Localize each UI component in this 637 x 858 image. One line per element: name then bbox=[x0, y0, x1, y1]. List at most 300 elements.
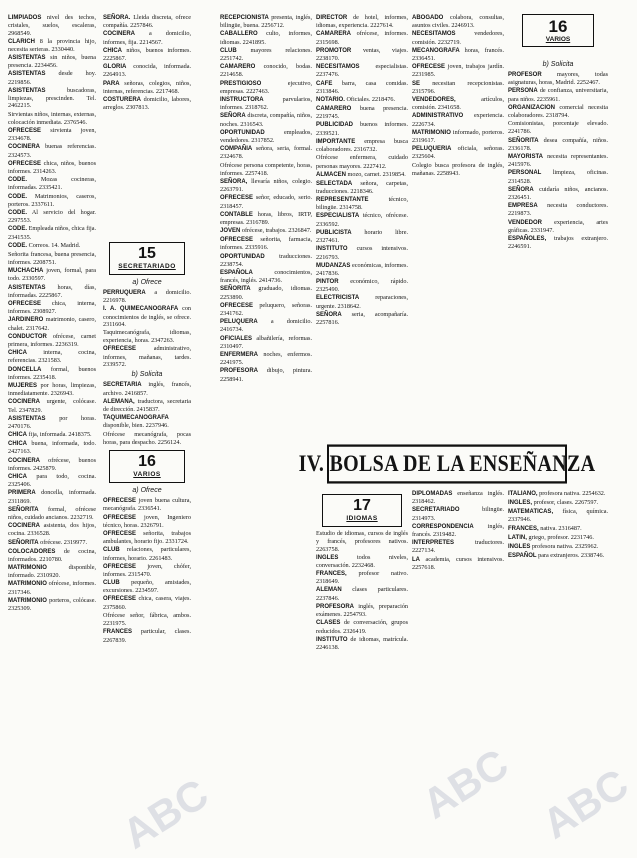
classified-ad bbox=[412, 30, 504, 46]
ad-keyword: SEÑORITA bbox=[508, 137, 539, 144]
classified-ad bbox=[103, 530, 191, 546]
ad-text: presenta, inglés, bilingüe, buena. 2256712. bbox=[220, 14, 312, 30]
ad-text: colabora, consultas, asuntos civiles. 2246913. bbox=[412, 14, 505, 30]
ad-keyword: SEÑORA bbox=[316, 311, 342, 318]
classified-ad bbox=[220, 302, 312, 318]
classified-ad bbox=[316, 154, 408, 170]
ad-keyword: ABOGADO bbox=[412, 15, 444, 21]
classified-ad bbox=[412, 112, 504, 128]
section-header-idiomas bbox=[322, 494, 402, 527]
ad-keyword: VENDEDOR bbox=[508, 219, 543, 226]
classified-ad bbox=[8, 300, 96, 316]
classified-ad bbox=[508, 153, 608, 169]
ad-text: experiencia. 2226734. bbox=[412, 112, 504, 128]
ad-keyword: CHICA bbox=[8, 350, 27, 357]
classified-ad bbox=[220, 63, 312, 79]
classified-ad bbox=[508, 543, 608, 551]
classified-ad bbox=[8, 193, 96, 209]
classified-ad bbox=[220, 253, 312, 269]
ad-text: por horas. 2470176. bbox=[8, 414, 97, 430]
ad-keyword: ASISTENTAS bbox=[8, 71, 46, 78]
classified-ad bbox=[8, 333, 96, 349]
ad-keyword: TAQUIMECANOGRAFA bbox=[103, 415, 169, 422]
ad-text: señorita, trabajos ambulantes, horario fijo. 2331724. bbox=[103, 529, 191, 546]
classified-ad bbox=[8, 440, 96, 456]
section-header-secretariado bbox=[109, 242, 185, 275]
section-label: VARIOS bbox=[133, 471, 161, 479]
classified-ad bbox=[220, 335, 312, 351]
classified-ad bbox=[412, 14, 504, 30]
ad-keyword: OFRECESE bbox=[103, 346, 137, 353]
ad-keyword: PROMOTOR bbox=[316, 47, 352, 54]
ad-keyword: CHICA bbox=[8, 473, 27, 480]
ad-text: noches, enfermos. 2241975. bbox=[220, 350, 312, 367]
ad-keyword: SEÑORA, bbox=[220, 178, 248, 185]
ad-text: necesitan recepcionistas. 2315796. bbox=[412, 79, 504, 95]
ad-keyword: LATIN, bbox=[508, 534, 527, 541]
ad-text: Correos. 14. Madrid. bbox=[28, 241, 81, 249]
ad-text: barra, casa comidas. 2313846. bbox=[316, 79, 408, 95]
ad-text: asistenta, dos hijos, cocina. 2336528. bbox=[8, 522, 97, 538]
ad-text: porteros, colócase. 2325309. bbox=[8, 596, 96, 613]
ad-text: Lleida discreta, ofrece compañía. 2257846. bbox=[103, 14, 192, 30]
ad-column-3 bbox=[220, 14, 312, 384]
classified-ad bbox=[412, 145, 504, 161]
classified-ad bbox=[316, 212, 408, 228]
ad-keyword: OFRECESE bbox=[103, 596, 137, 603]
section-number: 15 bbox=[138, 245, 156, 262]
ad-list bbox=[103, 289, 191, 368]
section-header-varios-right bbox=[522, 14, 594, 47]
classified-ad bbox=[508, 71, 608, 87]
ad-text: ejecutivo, empresas. 2227463. bbox=[220, 79, 312, 95]
ad-text: administrativo, informes, mañanas, tardes. 2339572. bbox=[103, 345, 191, 369]
ad-text: ofrécese, carnet primera, informes. 2236319. bbox=[8, 332, 96, 349]
ad-text: económico, rápido. 2325490. bbox=[316, 278, 409, 294]
classified-ad bbox=[508, 137, 608, 153]
classified-ad bbox=[220, 129, 312, 145]
ad-text: conocimientos, francés, inglés. 2414736. bbox=[220, 268, 312, 285]
classified-ad bbox=[316, 105, 408, 121]
classified-ad bbox=[103, 414, 191, 430]
ad-text: Oficiales. 2218476. bbox=[346, 95, 396, 103]
ad-keyword: PELUQUERA bbox=[220, 319, 258, 326]
classified-ad bbox=[103, 289, 191, 305]
ad-keyword: CHICA bbox=[8, 432, 27, 439]
classified-ad bbox=[103, 30, 191, 46]
ad-text: Comisionistas, porcentaje elevado. 2241786. bbox=[508, 120, 608, 136]
ad-keyword: MATRIMONIO bbox=[412, 129, 451, 136]
ad-text: chica, interna, informes. 2308927. bbox=[8, 299, 96, 316]
classified-ad bbox=[316, 30, 408, 46]
ad-keyword: SECRETARIA bbox=[103, 382, 142, 389]
ad-text: culto, informes, idiomas. 2241895. bbox=[220, 30, 312, 46]
ad-keyword: OFRECESE bbox=[8, 160, 42, 167]
classified-ad bbox=[8, 489, 96, 505]
ad-text: señoras, colegios, niños, internas, referencias. 2217468. bbox=[103, 79, 191, 95]
classified-ad bbox=[220, 80, 312, 96]
ad-keyword: ESPECIALISTA bbox=[316, 213, 360, 220]
classified-ad bbox=[412, 523, 504, 539]
classified-ad bbox=[316, 80, 408, 96]
ad-text: con conocimientos de inglés, se ofrece. 2311604. bbox=[103, 305, 192, 328]
section-number: 16 bbox=[548, 17, 568, 36]
offer-subheading: a) Ofrece bbox=[132, 487, 162, 495]
ad-keyword: CAMARERA bbox=[316, 31, 351, 38]
classified-ad bbox=[220, 211, 312, 227]
ad-keyword: PROFESOR bbox=[508, 72, 542, 78]
ad-keyword: MECANOGRAFA bbox=[412, 47, 460, 54]
classified-ad bbox=[103, 381, 191, 397]
ad-text: Sirvientas niños, internas, externas, colocación inmediata. 2376546. bbox=[8, 110, 96, 126]
classified-ad bbox=[220, 14, 312, 30]
ad-keyword: VENDEDORES, bbox=[412, 96, 456, 103]
ad-column-4 bbox=[316, 14, 408, 442]
classified-ad bbox=[103, 497, 191, 513]
classified-ad bbox=[220, 194, 312, 210]
ad-keyword: PUBLICIDAD bbox=[316, 122, 353, 129]
ad-keyword: DONCELLA bbox=[8, 366, 42, 373]
classified-ad bbox=[220, 112, 312, 128]
classified-ad bbox=[412, 63, 504, 79]
watermark-abc: ABC bbox=[414, 739, 517, 828]
classified-ad bbox=[508, 499, 608, 507]
ad-keyword: FRANCES, bbox=[508, 525, 539, 532]
classified-ad bbox=[220, 269, 312, 285]
classified-ad bbox=[8, 143, 96, 159]
ad-text: Señorita francesa, buena presencia, informes. 2208751. bbox=[8, 250, 96, 267]
ad-text: horario libre. 2327461. bbox=[316, 228, 408, 245]
ad-text: Empleada niños, chica fija. 2341535. bbox=[8, 225, 96, 241]
ad-keyword: MATRIMONIO bbox=[8, 597, 47, 604]
ad-text: particular, clases. 2267839. bbox=[103, 628, 191, 644]
ad-text: de hotel, informes, idiomas, experiencia. 2227614. bbox=[316, 14, 408, 30]
ad-list bbox=[103, 381, 191, 446]
classified-ad bbox=[412, 162, 504, 178]
ad-text: ofrécese, informes. 2317346. bbox=[8, 580, 96, 596]
ad-text: disponible, bien. 2237946. bbox=[103, 422, 169, 430]
ad-text: peluquero, señoras. 2341762. bbox=[220, 301, 312, 318]
ad-list bbox=[103, 497, 191, 644]
ad-text: enseñanza inglés. 2318462. bbox=[412, 490, 504, 506]
ad-keyword: GLORIA bbox=[103, 64, 127, 71]
classified-ad bbox=[103, 47, 191, 63]
ad-keyword: MUDANZAS bbox=[316, 262, 351, 269]
classified-ad bbox=[8, 38, 96, 54]
ad-column-2-top bbox=[103, 14, 191, 246]
classified-ad bbox=[8, 431, 96, 439]
ad-keyword: PERSONAL bbox=[508, 170, 542, 177]
classified-ad bbox=[8, 127, 96, 143]
ad-text: técnico, ofrécese. 2336592. bbox=[316, 212, 408, 228]
ad-text: Al servicio del hogar. 2297553. bbox=[8, 208, 96, 225]
ad-column-5 bbox=[412, 14, 504, 442]
ad-keyword: ELECTRICISTA bbox=[316, 295, 360, 302]
ad-keyword: PINTOR bbox=[316, 279, 339, 286]
ad-text: griego, profesor. 2231746. bbox=[528, 533, 594, 541]
classified-ad bbox=[508, 169, 608, 185]
ad-keyword: ASISTENTAS bbox=[8, 284, 46, 291]
classified-ad bbox=[412, 80, 504, 96]
ad-text: formal, ofrécese niños, cuidado ancianos. 2232719. bbox=[8, 505, 96, 522]
ad-text: artículos, comisión. 2341658. bbox=[412, 95, 504, 112]
section-banner-bolsa-ensenanza: IV. BOLSA DE LA ENSEÑANZA bbox=[327, 444, 567, 483]
ad-text: cuidaría niños, ancianos. 2326451. bbox=[508, 185, 609, 202]
ad-text: llevaría niños, colegio. 2263791. bbox=[220, 177, 312, 194]
ad-text: a domicilio. 2216978. bbox=[103, 289, 191, 305]
ad-list bbox=[316, 530, 408, 651]
section-number: 17 bbox=[353, 497, 371, 514]
classified-ad bbox=[220, 367, 312, 383]
ad-keyword: MATRIMONIO bbox=[8, 581, 47, 588]
ad-text: ofrécese, trabajos. 2326847. bbox=[241, 227, 312, 235]
ad-text: parvularios, informes. 2318762. bbox=[220, 95, 312, 112]
classified-ad bbox=[8, 251, 96, 267]
ad-text: mayores relaciones. 2251742. bbox=[220, 46, 313, 63]
ad-keyword: CAFE bbox=[316, 80, 333, 87]
ad-keyword: INTERPRETES bbox=[412, 540, 455, 547]
ad-text: especialistas. 2237476. bbox=[316, 63, 408, 79]
ad-keyword: ASISTENTAS bbox=[8, 415, 46, 422]
ad-keyword: OFRECESE bbox=[103, 514, 137, 521]
ad-keyword: PARA bbox=[103, 80, 120, 87]
ad-keyword: PELUQUERIA bbox=[412, 146, 452, 153]
classified-ad bbox=[220, 96, 312, 112]
ad-keyword: SEÑORA. bbox=[103, 15, 131, 21]
ad-keyword: OFRECESE bbox=[103, 530, 137, 537]
classified-ad bbox=[8, 564, 96, 580]
ad-text: Taquimecanógrafa, idiomas, experiencia, horas. 2347263. bbox=[103, 329, 191, 345]
classified-ad bbox=[508, 525, 608, 533]
ad-keyword: EMPRESA bbox=[508, 203, 538, 210]
ad-text: técnico, bilingüe. 2314758. bbox=[316, 196, 408, 212]
classified-ad bbox=[103, 612, 191, 628]
ad-text: Colegio busca profesora de inglés, mañanas. 2258943. bbox=[412, 161, 504, 177]
ad-text: joven, Ingeniero técnico, horas. 2326791. bbox=[103, 513, 191, 529]
classified-ad bbox=[220, 30, 312, 46]
ad-keyword: CODE. bbox=[8, 209, 28, 216]
ad-text: informado, porteros. 2319617. bbox=[412, 128, 504, 145]
classified-ad bbox=[220, 236, 312, 252]
ad-text: relaciones, particulares, informes, horario. 2261483. bbox=[103, 546, 191, 562]
ad-text: a domicilio. 2416734. bbox=[220, 318, 312, 334]
ad-keyword: DIPLOMADAS bbox=[412, 491, 453, 497]
ad-keyword: ALEMAN bbox=[316, 587, 342, 594]
classified-ad bbox=[508, 202, 608, 218]
classified-ad bbox=[412, 490, 504, 506]
ad-keyword: INSTRUCTORA bbox=[220, 96, 264, 103]
ad-text: profesor nativo. 2318649. bbox=[316, 570, 408, 586]
ad-keyword: FRANCES bbox=[103, 629, 133, 636]
classified-ad bbox=[508, 186, 608, 202]
ad-text: joven, chófer, informes. 2315470. bbox=[103, 562, 191, 578]
ad-text: oficiala, señoras. 2325604. bbox=[412, 145, 505, 161]
ad-text: 8 la provincia hijo, necesita serieras. 2330440. bbox=[8, 37, 97, 53]
ad-text: conocida, informada. 2264913. bbox=[103, 63, 192, 79]
ad-keyword: I. A. QUIMECANOGRAFA bbox=[103, 306, 179, 313]
ad-keyword: CONTABLE bbox=[220, 211, 253, 218]
ad-keyword: COCINERA bbox=[8, 144, 41, 151]
ad-keyword: NECESITAMOS bbox=[412, 31, 456, 38]
ad-keyword: PUBLICISTA bbox=[316, 229, 352, 236]
section-header-varios bbox=[109, 450, 185, 483]
ad-keyword: CLASES bbox=[316, 620, 341, 627]
ad-text: por horas, limpiezas, inmediatamente. 2326943. bbox=[8, 381, 96, 398]
ad-text: buscadoras, limpiezas, prescinden. Tel. 2462215. bbox=[8, 86, 96, 110]
ad-text: experiencia, artes gráficas. 2331947. bbox=[508, 218, 608, 234]
classified-ad bbox=[103, 63, 191, 79]
ad-text: inglés, francés. 2319482. bbox=[412, 522, 504, 539]
ad-text: trabajos extranjero. 2246591. bbox=[508, 234, 609, 251]
ad-keyword: OFRECESE bbox=[103, 563, 137, 570]
ad-keyword: CLUB bbox=[103, 547, 120, 554]
classified-ad bbox=[103, 305, 191, 328]
ad-text: chica, niños, buenos informes. 2314263. bbox=[8, 159, 96, 176]
ad-text: inglés, francés, archivo. 2416857. bbox=[103, 381, 191, 397]
ad-text: sin niños, buena presencia. 2234456. bbox=[8, 54, 97, 70]
ad-keyword: PROFESORA bbox=[220, 368, 259, 375]
ad-keyword: OFRECESE bbox=[412, 64, 446, 71]
classified-ad bbox=[8, 382, 96, 398]
classified-ad bbox=[316, 96, 408, 104]
classified-ad bbox=[8, 284, 96, 300]
request-subheading: b) Solicita bbox=[131, 371, 163, 379]
ad-keyword: CLUB bbox=[220, 47, 237, 54]
ad-keyword: IMPORTANTE bbox=[316, 138, 356, 145]
ad-keyword: PERSONA bbox=[508, 88, 538, 95]
classified-ad bbox=[412, 556, 504, 572]
ad-keyword: COSTURERA bbox=[103, 96, 142, 103]
ad-text: inglés, preparación exámenes. 2254793. bbox=[316, 602, 409, 619]
ad-text: de cocina, informados. 2210780. bbox=[8, 547, 96, 563]
ad-keyword: SELECTADA bbox=[316, 180, 353, 187]
ad-text: buenas referencias. 2324573. bbox=[8, 143, 96, 159]
ad-text: Ofrécese mecanógrafa, pocas horas, para despacho. 2256124. bbox=[103, 430, 191, 446]
ad-keyword: MATEMATICAS, bbox=[508, 509, 554, 516]
ad-text: graduado, idiomas. 2253890. bbox=[220, 285, 312, 301]
classified-ad bbox=[8, 522, 96, 538]
ad-text: señorita, farmacia, informes. 2335916. bbox=[220, 236, 312, 252]
classified-ad bbox=[103, 329, 191, 345]
classified-ad bbox=[103, 80, 191, 96]
ad-keyword: LA bbox=[412, 556, 420, 563]
classified-ad bbox=[8, 548, 96, 564]
ad-text: profesora nativa. 2325962. bbox=[531, 542, 599, 550]
ad-keyword: LIMPIADOS bbox=[8, 15, 42, 21]
ad-text: traductores. 2227134. bbox=[412, 539, 504, 555]
ad-keyword: OPORTUNIDAD bbox=[220, 129, 265, 136]
ad-text: matrimonio, casero, chalet. 2317642. bbox=[8, 316, 96, 332]
classified-ad bbox=[103, 96, 191, 112]
classified-ad bbox=[103, 345, 191, 368]
ad-keyword: CABALLERO bbox=[220, 31, 258, 38]
ad-text: urgente, colócase. Tel. 2347829. bbox=[8, 398, 96, 414]
ad-text: Mozas cocineras, informadas. 2335421. bbox=[8, 176, 97, 192]
ad-keyword: INGLES bbox=[316, 554, 339, 561]
ad-text: profesora nativa. 2254632. bbox=[539, 490, 606, 497]
classified-ad bbox=[316, 294, 408, 310]
ad-text: señora, carpetas, traducciones. 2218346. bbox=[316, 179, 408, 195]
request-subheading: b) Solicita bbox=[542, 61, 574, 68]
ad-text: limpieza, oficinas. 2314528. bbox=[508, 169, 609, 185]
ad-keyword: INGLES, bbox=[508, 500, 533, 507]
ad-column-1 bbox=[8, 14, 96, 613]
classified-ad bbox=[316, 63, 408, 79]
ad-text: ofrécese. 2319977. bbox=[40, 538, 88, 546]
ad-keyword: OFRECESE bbox=[220, 302, 254, 309]
ad-text: conocido, bodas. 2214658. bbox=[220, 63, 312, 79]
classified-ad bbox=[316, 47, 408, 63]
classified-ad bbox=[8, 457, 96, 473]
ad-keyword: OFRECESE bbox=[220, 237, 254, 244]
ad-keyword: SE bbox=[412, 80, 421, 87]
ad-keyword: ENFERMERA bbox=[220, 351, 259, 358]
ad-keyword: SEÑORITA bbox=[220, 286, 251, 293]
idiomas-column-3 bbox=[508, 490, 608, 561]
ad-keyword: ESPAÑOL bbox=[508, 552, 537, 559]
ad-text: clases particulares. 2237846. bbox=[316, 586, 408, 602]
classified-ad bbox=[8, 366, 96, 382]
ad-keyword: OFRECESE bbox=[103, 498, 137, 505]
classified-ad bbox=[316, 311, 408, 327]
ad-text: de idiomas, matrícula. 2246138. bbox=[316, 635, 409, 651]
watermark-abc: ABC bbox=[534, 759, 637, 848]
classified-ad bbox=[103, 546, 191, 562]
ad-text: ofrécese, buenos informes. 2425879. bbox=[8, 456, 97, 472]
classified-ad bbox=[316, 14, 408, 30]
ad-keyword: SEÑORITA bbox=[8, 506, 39, 513]
ad-keyword: OFRECESE bbox=[8, 300, 42, 307]
ad-keyword: CODE. bbox=[8, 242, 28, 249]
ad-keyword: CLUB bbox=[103, 580, 120, 587]
ad-text: señor, educado, serio. 2318457. bbox=[220, 194, 313, 210]
ad-text: de conversación, grupos reducidos. 2326419. bbox=[316, 619, 408, 635]
classified-ad bbox=[316, 138, 408, 154]
ad-keyword: CODE. bbox=[8, 177, 28, 184]
ad-keyword: CONDUCTOR bbox=[8, 333, 47, 340]
classified-ad bbox=[8, 506, 96, 522]
ad-keyword: MUJERES bbox=[8, 382, 38, 389]
ad-keyword: CORRESPONDENCIA bbox=[412, 523, 474, 530]
classified-ad bbox=[220, 178, 312, 194]
classified-ad bbox=[220, 162, 312, 178]
classified-ad bbox=[220, 227, 312, 235]
ad-keyword: CODE. bbox=[8, 226, 28, 233]
ad-keyword: CHICA bbox=[8, 441, 27, 448]
classified-ad bbox=[316, 278, 408, 294]
ad-text: joven, formal, para todo. 2330597. bbox=[8, 267, 96, 283]
ad-keyword: ESPAÑOLA bbox=[220, 269, 253, 276]
ad-text: horas, libros, IRTP, empresas. 2316789. bbox=[220, 210, 312, 226]
ad-keyword: RECEPCIONISTA bbox=[220, 15, 269, 21]
ad-text: horas, francés. 2336451. bbox=[412, 46, 504, 63]
ad-keyword: NOTARIO. bbox=[316, 96, 345, 103]
ad-keyword: CAMARERO bbox=[316, 106, 352, 113]
classified-ad bbox=[316, 229, 408, 245]
ad-keyword: PRIMERA bbox=[8, 490, 36, 497]
ad-text: horas, días, informadas. 2225867. bbox=[8, 283, 96, 299]
ad-text: bilingüe. 2314973. bbox=[412, 506, 504, 522]
ad-keyword: PROFESORA bbox=[316, 603, 355, 610]
ad-text: mozo, carnet. 2319854. bbox=[347, 170, 406, 178]
ad-keyword: CHICA bbox=[103, 47, 122, 54]
classified-ad bbox=[316, 636, 408, 652]
classified-ad bbox=[412, 506, 504, 522]
ad-text: traducciones. 2238754. bbox=[220, 252, 312, 268]
ad-text: física, química. 2337946. bbox=[508, 508, 608, 524]
classified-ad bbox=[220, 318, 312, 334]
ad-keyword: DIRECTOR bbox=[316, 15, 348, 21]
